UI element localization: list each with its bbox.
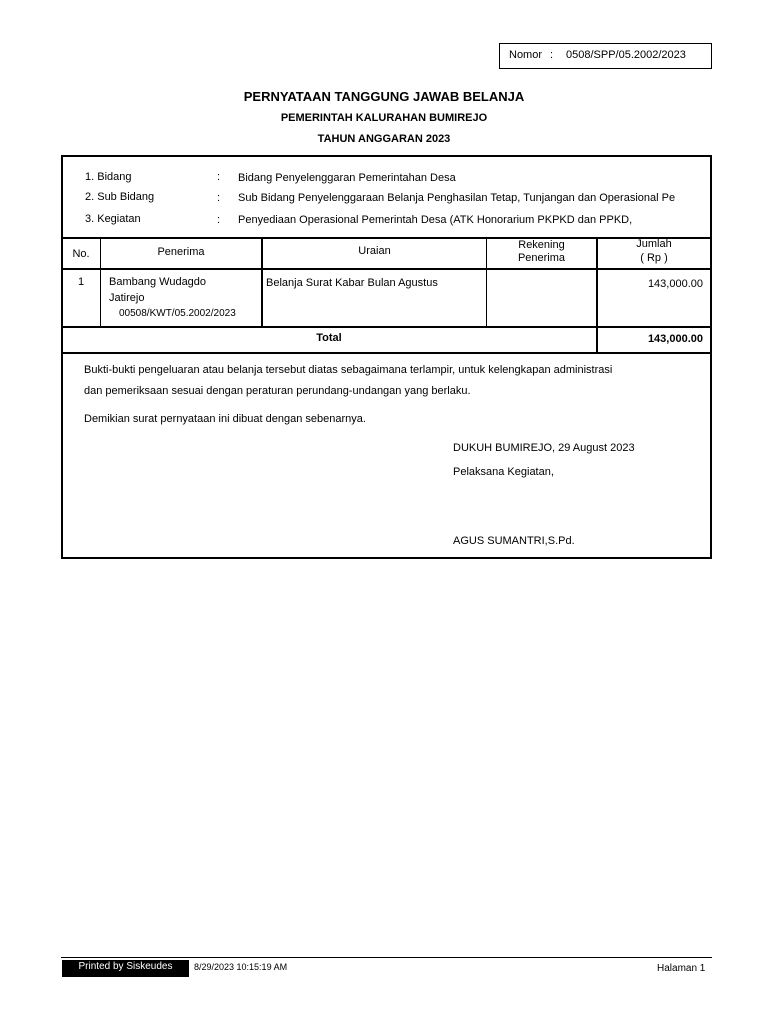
column-header-jumlah: Jumlah bbox=[636, 238, 672, 250]
receipt-number: 00508/KWT/05.2002/2023 bbox=[119, 308, 236, 319]
row-number: 1 bbox=[77, 276, 85, 288]
column-header-penerima: Penerima bbox=[157, 246, 205, 258]
recipient-location: Jatirejo bbox=[109, 292, 145, 304]
document-year: TAHUN ANGGARAN 2023 bbox=[317, 133, 451, 145]
info-colon: : bbox=[217, 192, 221, 204]
table-header-border bbox=[61, 268, 712, 270]
document-number-value: 0508/SPP/05.2002/2023 bbox=[566, 49, 686, 61]
column-header-no: No. bbox=[72, 248, 90, 260]
footer-divider bbox=[61, 957, 712, 958]
document-subtitle: PEMERINTAH KALURAHAN BUMIREJO bbox=[280, 112, 488, 124]
document-number-label: Nomor bbox=[509, 49, 543, 61]
document-number-box bbox=[499, 43, 712, 69]
info-colon: : bbox=[217, 214, 221, 226]
printed-by-label: Printed by Siskeudes bbox=[62, 960, 189, 977]
document-title: PERNYATAAN TANGGUNG JAWAB BELANJA bbox=[243, 89, 525, 104]
total-amount: 143,000.00 bbox=[647, 333, 703, 345]
signatory-name: AGUS SUMANTRI,S.Pd. bbox=[453, 535, 575, 547]
printed-timestamp: 8/29/2023 10:15:19 AM bbox=[194, 962, 288, 972]
info-label-sub-bidang: 2. Sub Bidang bbox=[85, 191, 155, 203]
statement-line-1: Bukti-bukti pengeluaran atau belanja tersebut diatas sebagaimana terlampir, untuk kelengkapan administrasi bbox=[84, 364, 613, 376]
info-value-bidang: Bidang Penyelenggaran Pemerintahan Desa bbox=[238, 172, 456, 184]
info-label-bidang: 1. Bidang bbox=[85, 171, 132, 183]
expense-amount: 143,000.00 bbox=[647, 278, 703, 290]
page-number: Halaman 1 bbox=[657, 963, 706, 974]
info-value-sub-bidang: Sub Bidang Penyelenggaraan Belanja Penghasilan Tetap, Tunjangan dan Operasional Pe bbox=[238, 192, 676, 204]
signature-place-date: DUKUH BUMIREJO, 29 August 2023 bbox=[453, 442, 635, 454]
total-label: Total bbox=[316, 332, 342, 344]
statement-line-2: dan pemeriksaan sesuai dengan peraturan perundang-undangan yang berlaku. bbox=[84, 385, 471, 397]
table-total-border bbox=[61, 352, 712, 354]
info-label-kegiatan: 3. Kegiatan bbox=[85, 213, 141, 225]
recipient-name: Bambang Wudagdo bbox=[109, 276, 207, 288]
column-header-rekening: Rekening bbox=[518, 239, 565, 251]
expense-description: Belanja Surat Kabar Bulan Agustus bbox=[266, 277, 438, 289]
table-body-border bbox=[61, 326, 712, 328]
column-header-uraian: Uraian bbox=[358, 245, 391, 257]
column-header-rekening: Penerima bbox=[517, 252, 566, 264]
document-number-colon: : bbox=[550, 49, 554, 61]
signature-role: Pelaksana Kegiatan, bbox=[453, 466, 554, 478]
column-header-jumlah: ( Rp ) bbox=[640, 252, 668, 264]
info-colon: : bbox=[217, 171, 221, 183]
info-value-kegiatan: Penyediaan Operasional Pemerintah Desa (ATK Honorarium PKPKD dan PPKD, bbox=[238, 214, 633, 226]
statement-line-3: Demikian surat pernyataan ini dibuat dengan sebenarnya. bbox=[84, 413, 366, 425]
